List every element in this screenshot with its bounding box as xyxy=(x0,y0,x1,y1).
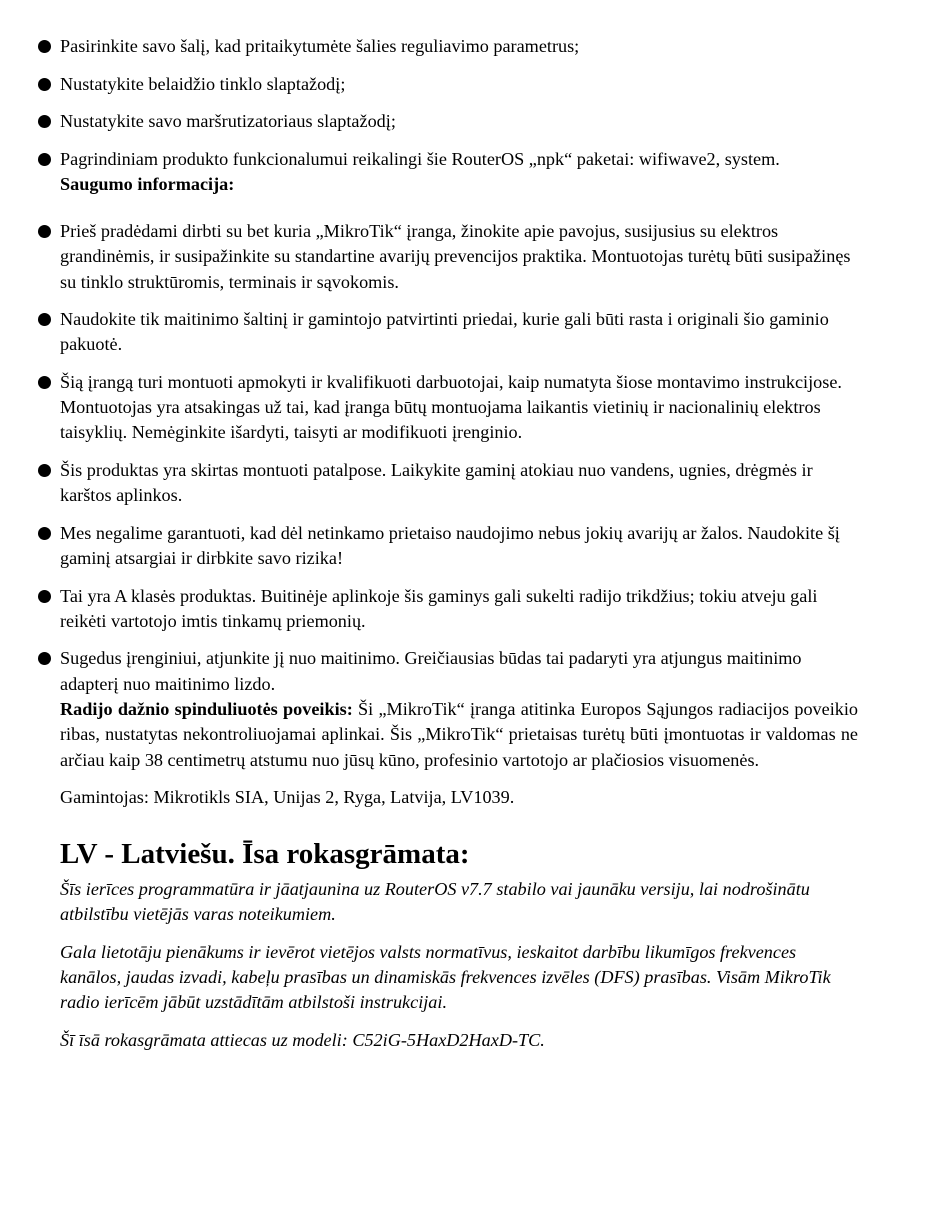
list-item xyxy=(60,521,858,571)
list-item xyxy=(60,34,858,59)
list-item xyxy=(60,370,858,446)
safety-info-list xyxy=(60,219,858,697)
list-item xyxy=(60,109,858,134)
bullet-icon xyxy=(38,376,51,389)
safety-item-text: Šis produktas yra skirtas montuoti patalpose. Laikykite gaminį atokiau nuo vandens, ugnies, drėgmės ir karštos aplinkos. xyxy=(60,459,813,506)
rf-exposure-text: Ši „MikroTik“ įranga atitinka Europos Sąjungos radiacijos poveikio ribas, nustatytas nekontroliuojamai aplinkai. Šis „MikroTik“ prietaisas turėtų būti įmontuotas ir valdomas ne arčiau kaip 38 centimetrų atstumu nuo jūsų kūno, profesinio vartotojo ar plačiosios visuomenės. xyxy=(60,699,859,770)
bullet-icon xyxy=(38,115,51,128)
bullet-icon xyxy=(38,652,51,665)
safety-item-text: Prieš pradėdami dirbti su bet kuria „MikroTik“ įranga, žinokite apie pavojus, susijusius su elektros grandinėmis, ir susipažinkite su standartine avarijų prevencijos praktika. Montuotojas turėtų būti susipažinęs su tinklo struktūromis, terminais ir sąvokomis. xyxy=(60,221,851,292)
bullet-icon xyxy=(38,313,51,326)
safety-item-text: Šią įrangą turi montuoti apmokyti ir kvalifikuoti darbuotojai, kaip numatyta šiose montavimo instrukcijose. Montuotojas yra atsakingas už tai, kad įranga būtų montuojama laikantis vietinių ir nacionalinių elektros taisyklių. Nemėginkite išardyti, taisyti ar modifikuoti įrenginio. xyxy=(60,371,842,443)
rf-exposure-label: Radijo dažnio spinduliuotės poveikis: xyxy=(60,699,353,720)
safety-item-text: Sugedus įrenginiui, atjunkite jį nuo maitinimo. Greičiausias būdas tai padaryti yra atjungus maitinimo adapterį nuo maitinimo lizdo. xyxy=(60,648,802,694)
safety-item-text: Tai yra A klasės produktas. Buitinėje aplinkoje šis gaminys gali sukelti radijo trikdžius; tokiu atveju gali reikėti vartotojo imtis tinkamų priemonių. xyxy=(60,585,818,631)
setup-step-text: Pasirinkite savo šalį, kad pritaikytumėte šalies reguliavimo parametrus; xyxy=(60,36,580,56)
list-item xyxy=(60,584,858,634)
list-item xyxy=(60,219,858,295)
bullet-icon xyxy=(38,590,51,603)
bullet-icon xyxy=(38,78,51,91)
list-item xyxy=(60,458,858,508)
manufacturer-info: Gamintojas: Mikrotikls SIA, Unijas 2, Ryga, Latvija, LV1039. xyxy=(60,786,515,807)
lv-section-title: LV - Latviešu. Īsa rokasgrāmata: xyxy=(60,838,470,871)
bullet-icon xyxy=(38,40,51,53)
lv-paragraph-3: Šī īsā rokasgrāmata attiecas uz modeli: C52iG-5HaxD2HaxD-TC. xyxy=(60,1029,545,1050)
rf-exposure-paragraph xyxy=(60,697,858,773)
safety-item-text: Mes negalime garantuoti, kad dėl netinkamo prietaiso naudojimo nebus jokių avarijų ar žalos. Naudokite šį gaminį atsargiai ir dirbkite savo rizika! xyxy=(60,522,840,568)
bullet-icon xyxy=(38,527,51,540)
bullet-icon xyxy=(38,153,51,166)
list-item xyxy=(60,72,858,97)
safety-heading: Saugumo informacija: xyxy=(60,173,235,194)
setup-step-text: Pagrindiniam produkto funkcionalumui reikalingi šie RouterOS „npk“ paketai: wifiwave2, system. xyxy=(60,148,780,169)
setup-step-text: Nustatykite belaidžio tinklo slaptažodį; xyxy=(60,73,346,94)
setup-steps-list xyxy=(60,34,858,197)
list-item xyxy=(60,646,858,696)
setup-step-text: Nustatykite savo maršrutizatoriaus slaptažodį; xyxy=(60,111,396,132)
lv-paragraph-2: Gala lietotāju pienākums ir ievērot vietējos valsts normatīvus, ieskaitot darbību likumīgos frekvences kanālos, jaudas izvadi, kabeļu prasības un dinamiskās frekvences izvēles (DFS) prasības. Visām MikroTik radio ierīcēm jābūt uzstādītām atbilstoši instrukcijai. xyxy=(60,941,831,1013)
list-item xyxy=(60,307,858,357)
lv-paragraph-1: Šīs ierīces programmatūra ir jāatjaunina uz RouterOS v7.7 stabilo vai jaunāku versiju, lai nodrošinātu atbilstību vietējās varas noteikumiem. xyxy=(60,879,810,925)
bullet-icon xyxy=(38,464,51,477)
safety-item-text: Naudokite tik maitinimo šaltinį ir gamintojo patvirtinti priedai, kurie gali būti rasta i originali šio gaminio pakuotė. xyxy=(60,309,829,355)
list-item xyxy=(60,147,858,197)
bullet-icon xyxy=(38,225,51,238)
